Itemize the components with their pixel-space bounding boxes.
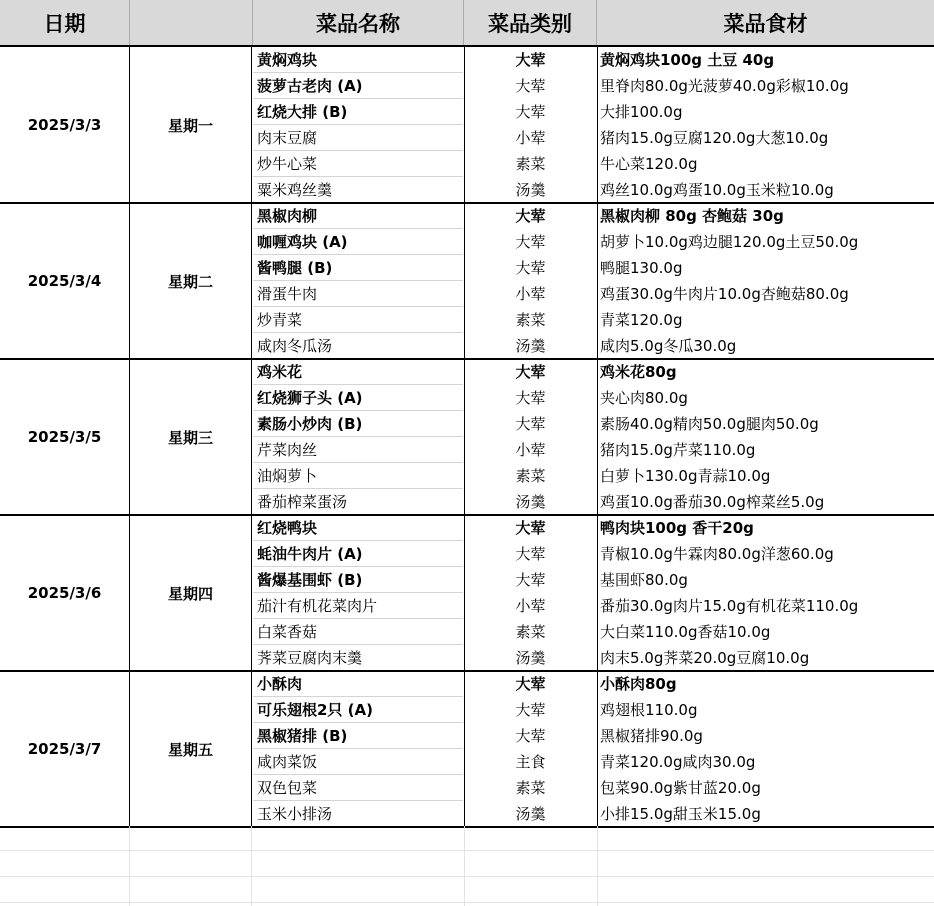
- dish-type-cell[interactable]: 汤羹: [515, 649, 546, 667]
- dish-name-cell[interactable]: 黄焖鸡块: [257, 51, 318, 69]
- dish-type-cell[interactable]: 主食: [515, 753, 546, 771]
- dish-type-cell[interactable]: 小荤: [515, 285, 546, 303]
- dish-name-cell[interactable]: 酱爆基围虾 (B): [257, 571, 363, 589]
- header-dish-type[interactable]: 菜品类别: [464, 0, 597, 46]
- column-divider: [464, 46, 465, 826]
- dish-name-cell[interactable]: 油焖萝卜: [257, 467, 318, 485]
- dish-ingredients-cell[interactable]: 牛心菜120.0g: [600, 155, 698, 173]
- dish-type-cell[interactable]: 大荤: [515, 545, 546, 563]
- dish-name-cell[interactable]: 玉米小排汤: [257, 805, 333, 823]
- dish-ingredients-cell[interactable]: 黄焖鸡块100g 土豆 40g: [600, 51, 775, 69]
- day-group-divider: [0, 826, 934, 828]
- dish-name-cell[interactable]: 咸肉冬瓜汤: [257, 337, 333, 355]
- dish-name-cell[interactable]: 菠萝古老肉 (A): [257, 77, 363, 95]
- dish-ingredients-cell[interactable]: 鸭肉块100g 香干20g: [600, 519, 754, 537]
- dish-ingredients-cell[interactable]: 小酥肉80g: [600, 675, 677, 693]
- dish-name-cell[interactable]: 黑椒猪排 (B): [257, 727, 348, 745]
- dish-name-cell[interactable]: 茄汁有机花菜肉片: [257, 597, 378, 615]
- dish-type-cell[interactable]: 大荤: [515, 571, 546, 589]
- dish-ingredients-cell[interactable]: 小排15.0g甜玉米15.0g: [600, 805, 761, 823]
- dish-name-cell[interactable]: 红烧大排 (B): [257, 103, 348, 121]
- dish-type-cell[interactable]: 素菜: [515, 779, 546, 797]
- dish-type-cell[interactable]: 大荤: [515, 727, 546, 745]
- dish-name-cell[interactable]: 黑椒肉柳: [257, 207, 318, 225]
- dish-type-cell[interactable]: 大荤: [515, 389, 546, 407]
- header-date[interactable]: 日期: [0, 0, 130, 46]
- dish-type-cell[interactable]: 汤羹: [515, 181, 546, 199]
- dish-name-cell[interactable]: 炒青菜: [257, 311, 303, 329]
- dish-type-cell[interactable]: 素菜: [515, 155, 546, 173]
- date-cell[interactable]: 2025/3/5: [27, 428, 102, 446]
- dish-ingredients-cell[interactable]: 素肠40.0g精肉50.0g腿肉50.0g: [600, 415, 819, 433]
- dish-type-cell[interactable]: 汤羹: [515, 337, 546, 355]
- dish-ingredients-cell[interactable]: 鸡丝10.0g鸡蛋10.0g玉米粒10.0g: [600, 181, 834, 199]
- dish-ingredients-cell[interactable]: 咸肉5.0g冬瓜30.0g: [600, 337, 737, 355]
- dish-type-cell[interactable]: 大荤: [515, 233, 546, 251]
- dish-name-cell[interactable]: 酱鸭腿 (B): [257, 259, 333, 277]
- dish-type-cell[interactable]: 大荤: [515, 259, 546, 277]
- dish-name-cell[interactable]: 荠菜豆腐肉末羹: [257, 649, 363, 667]
- dish-type-cell[interactable]: 大荤: [515, 675, 546, 693]
- dish-type-cell[interactable]: 素菜: [515, 467, 546, 485]
- dish-name-cell[interactable]: 素肠小炒肉 (B): [257, 415, 363, 433]
- dish-type-cell[interactable]: 汤羹: [515, 493, 546, 511]
- dish-type-cell[interactable]: 大荤: [515, 51, 546, 69]
- dish-name-cell[interactable]: 芹菜肉丝: [257, 441, 318, 459]
- dish-name-cell[interactable]: 双色包菜: [257, 779, 318, 797]
- dish-ingredients-cell[interactable]: 夹心肉80.0g: [600, 389, 688, 407]
- date-cell[interactable]: 2025/3/4: [27, 272, 102, 290]
- dish-type-cell[interactable]: 汤羹: [515, 805, 546, 823]
- dish-ingredients-cell[interactable]: 鸭腿130.0g: [600, 259, 683, 277]
- dish-name-cell[interactable]: 咸肉菜饭: [257, 753, 318, 771]
- dish-ingredients-cell[interactable]: 包菜90.0g紫甘蓝20.0g: [600, 779, 761, 797]
- header-weekday[interactable]: [130, 0, 253, 46]
- dish-type-cell[interactable]: 小荤: [515, 129, 546, 147]
- dish-type-cell[interactable]: 素菜: [515, 311, 546, 329]
- dish-name-cell[interactable]: 炒牛心菜: [257, 155, 318, 173]
- empty-grid-line: [251, 826, 252, 906]
- dish-ingredients-cell[interactable]: 青菜120.0g: [600, 311, 683, 329]
- dish-type-cell[interactable]: 大荤: [515, 207, 546, 225]
- weekday-cell[interactable]: 星期二: [167, 272, 213, 291]
- dish-ingredients-cell[interactable]: 猪肉15.0g豆腐120.0g大葱10.0g: [600, 129, 829, 147]
- dish-ingredients-cell[interactable]: 大排100.0g: [600, 103, 683, 121]
- dish-name-cell[interactable]: 蚝油牛肉片 (A): [257, 545, 363, 563]
- column-divider: [597, 46, 598, 826]
- dish-ingredients-cell[interactable]: 黑椒猪排90.0g: [600, 727, 703, 745]
- dish-ingredients-cell[interactable]: 白萝卜130.0g青蒜10.0g: [600, 467, 771, 485]
- weekday-cell[interactable]: 星期三: [167, 428, 213, 447]
- dish-name-cell[interactable]: 肉末豆腐: [257, 129, 318, 147]
- dish-ingredients-cell[interactable]: 里脊肉80.0g光菠萝40.0g彩椒10.0g: [600, 77, 849, 95]
- weekday-cell[interactable]: 星期一: [167, 116, 213, 135]
- header-ingredients[interactable]: 菜品食材: [597, 0, 934, 46]
- empty-grid-line: [597, 826, 598, 906]
- dish-ingredients-cell[interactable]: 鸡蛋10.0g番茄30.0g榨菜丝5.0g: [600, 493, 825, 511]
- dish-ingredients-cell[interactable]: 肉末5.0g荠菜20.0g豆腐10.0g: [600, 649, 810, 667]
- dish-name-cell[interactable]: 小酥肉: [257, 675, 303, 693]
- column-divider: [251, 46, 252, 826]
- dish-name-cell[interactable]: 红烧鸭块: [257, 519, 318, 537]
- dish-ingredients-cell[interactable]: 青菜120.0g咸肉30.0g: [600, 753, 756, 771]
- header-dish-name[interactable]: 菜品名称: [253, 0, 464, 46]
- dish-type-cell[interactable]: 大荤: [515, 77, 546, 95]
- dish-type-cell[interactable]: 大荤: [515, 103, 546, 121]
- dish-ingredients-cell[interactable]: 鸡蛋30.0g牛肉片10.0g杏鲍菇80.0g: [600, 285, 849, 303]
- dish-ingredients-cell[interactable]: 鸡米花80g: [600, 363, 677, 381]
- dish-ingredients-cell[interactable]: 青椒10.0g牛霖肉80.0g洋葱60.0g: [600, 545, 834, 563]
- empty-grid-line: [0, 902, 934, 903]
- column-divider: [129, 46, 130, 826]
- empty-grid-line: [129, 826, 130, 906]
- dish-name-cell[interactable]: 咖喱鸡块 (A): [257, 233, 348, 251]
- dish-name-cell[interactable]: 鸡米花: [257, 363, 303, 381]
- dish-name-cell[interactable]: 番茄榨菜蛋汤: [257, 493, 348, 511]
- dish-name-cell[interactable]: 红烧狮子头 (A): [257, 389, 363, 407]
- dish-ingredients-cell[interactable]: 基围虾80.0g: [600, 571, 688, 589]
- dish-type-cell[interactable]: 大荤: [515, 701, 546, 719]
- dish-type-cell[interactable]: 大荤: [515, 415, 546, 433]
- dish-ingredients-cell[interactable]: 胡萝卜10.0g鸡边腿120.0g土豆50.0g: [600, 233, 859, 251]
- dish-type-cell[interactable]: 素菜: [515, 623, 546, 641]
- weekday-cell[interactable]: 星期四: [167, 584, 213, 603]
- dish-name-cell[interactable]: 可乐翅根2只 (A): [257, 701, 373, 719]
- dish-ingredients-cell[interactable]: 大白菜110.0g香菇10.0g: [600, 623, 771, 641]
- dish-ingredients-cell[interactable]: 猪肉15.0g芹菜110.0g: [600, 441, 756, 459]
- date-cell[interactable]: 2025/3/3: [27, 116, 102, 134]
- dish-name-cell[interactable]: 白菜香菇: [257, 623, 318, 641]
- dish-type-cell[interactable]: 小荤: [515, 441, 546, 459]
- dish-ingredients-cell[interactable]: 黑椒肉柳 80g 杏鲍菇 30g: [600, 207, 784, 225]
- date-cell[interactable]: 2025/3/6: [27, 584, 102, 602]
- dish-name-cell[interactable]: 粟米鸡丝羹: [257, 181, 333, 199]
- empty-grid-line: [0, 850, 934, 851]
- dish-name-cell[interactable]: 滑蛋牛肉: [257, 285, 318, 303]
- dish-ingredients-cell[interactable]: 番茄30.0g肉片15.0g有机花菜110.0g: [600, 597, 859, 615]
- dish-type-cell[interactable]: 大荤: [515, 519, 546, 537]
- empty-grid-line: [464, 826, 465, 906]
- dish-ingredients-cell[interactable]: 鸡翅根110.0g: [600, 701, 698, 719]
- dish-type-cell[interactable]: 小荤: [515, 597, 546, 615]
- dish-type-cell[interactable]: 大荤: [515, 363, 546, 381]
- date-cell[interactable]: 2025/3/7: [27, 740, 102, 758]
- weekday-cell[interactable]: 星期五: [167, 740, 213, 759]
- empty-grid-line: [0, 876, 934, 877]
